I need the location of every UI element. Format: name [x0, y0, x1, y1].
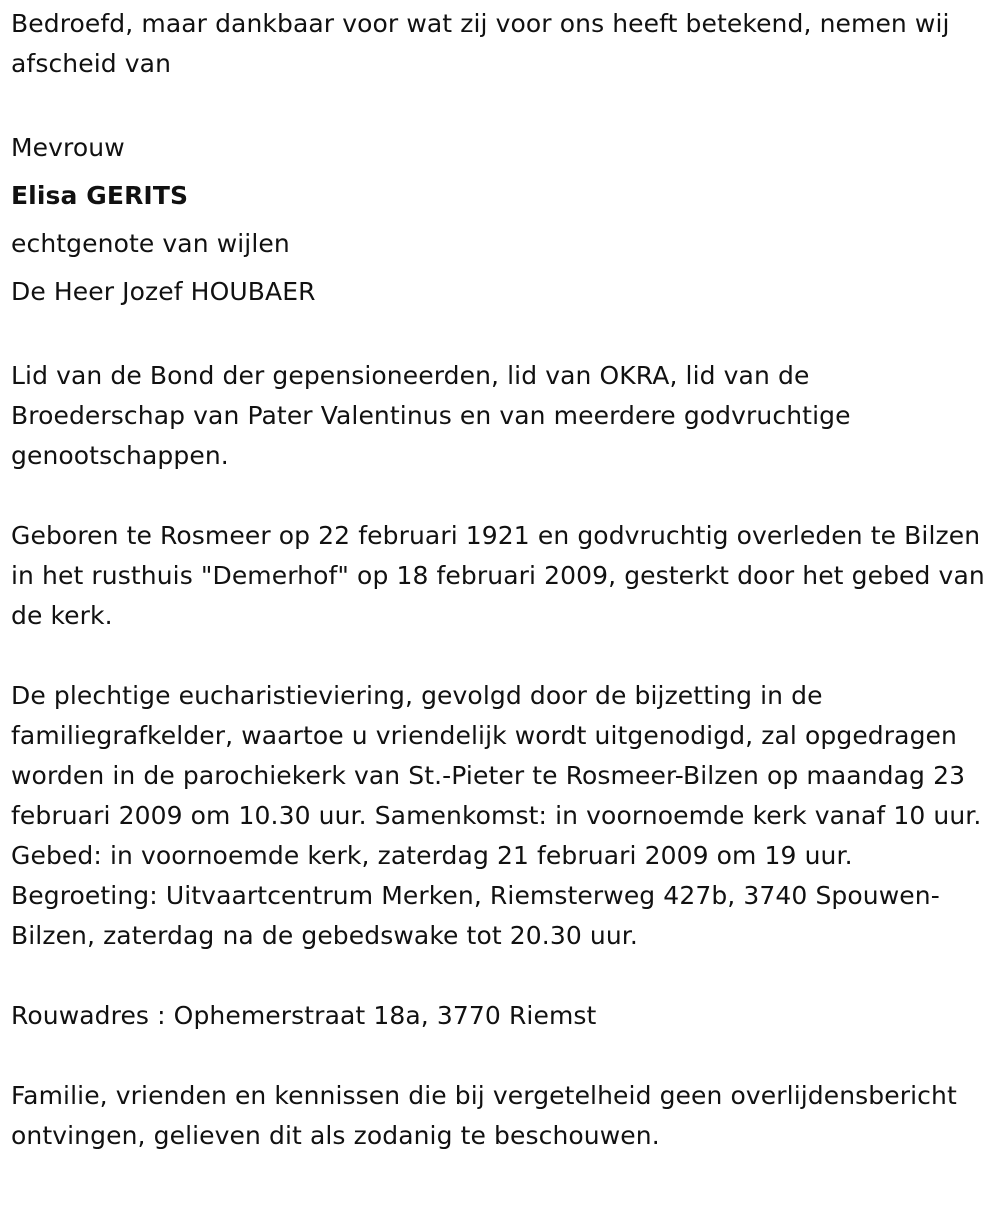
- title-line: Mevrouw: [11, 133, 125, 162]
- spacer: [11, 636, 988, 676]
- memberships-paragraph: Lid van de Bond der gepensioneerden, lid van OKRA, lid van de Broederschap van Pater Valentinus en van meerdere godvruchtige genootschappen.: [11, 361, 851, 470]
- spacer: [11, 316, 988, 356]
- spacer: [11, 956, 988, 996]
- deceased-name: Elisa GERITS: [11, 181, 189, 210]
- birth-death-paragraph: Geboren te Rosmeer op 22 februari 1921 en godvruchtig overleden te Bilzen in het rusthuis "Demerhof" op 18 februari 2009, gesterkt door het gebed van de kerk.: [11, 521, 985, 630]
- spouse-relation: echtgenote van wijlen: [11, 229, 290, 258]
- intro-paragraph: Bedroefd, maar dankbaar voor wat zij voor ons heeft betekend, nemen wij afscheid van: [11, 9, 950, 78]
- spacer: [11, 476, 988, 516]
- mourning-address: Rouwadres : Ophemerstraat 18a, 3770 Riemst: [11, 1001, 597, 1030]
- spacer: [11, 84, 988, 124]
- spouse-name: De Heer Jozef HOUBAER: [11, 277, 316, 306]
- spacer: [11, 1036, 988, 1076]
- ceremony-paragraph: De plechtige eucharistieviering, gevolgd door de bijzetting in de familiegrafkelder, waartoe u vriendelijk wordt uitgenodigd, zal opgedragen worden in de parochiekerk van St.-Pieter te Rosmeer-Bilzen op maandag 23 februari 2009 om 10.30 uur. Samenkomst: in voornoemde kerk vanaf 10 uur. Gebed: in voornoemde kerk, zaterdag 21 februari 2009 om 19 uur. Begroeting: Uitvaartcentrum Merken, Riemsterweg 427b, 3740 Spouwen-Bilzen, zaterdag na de gebedswake tot 20.30 uur.: [11, 681, 982, 950]
- closing-paragraph: Familie, vrienden en kennissen die bij vergetelheid geen overlijdensbericht ontvingen, gelieven dit als zodanig te beschouwen.: [11, 1081, 957, 1150]
